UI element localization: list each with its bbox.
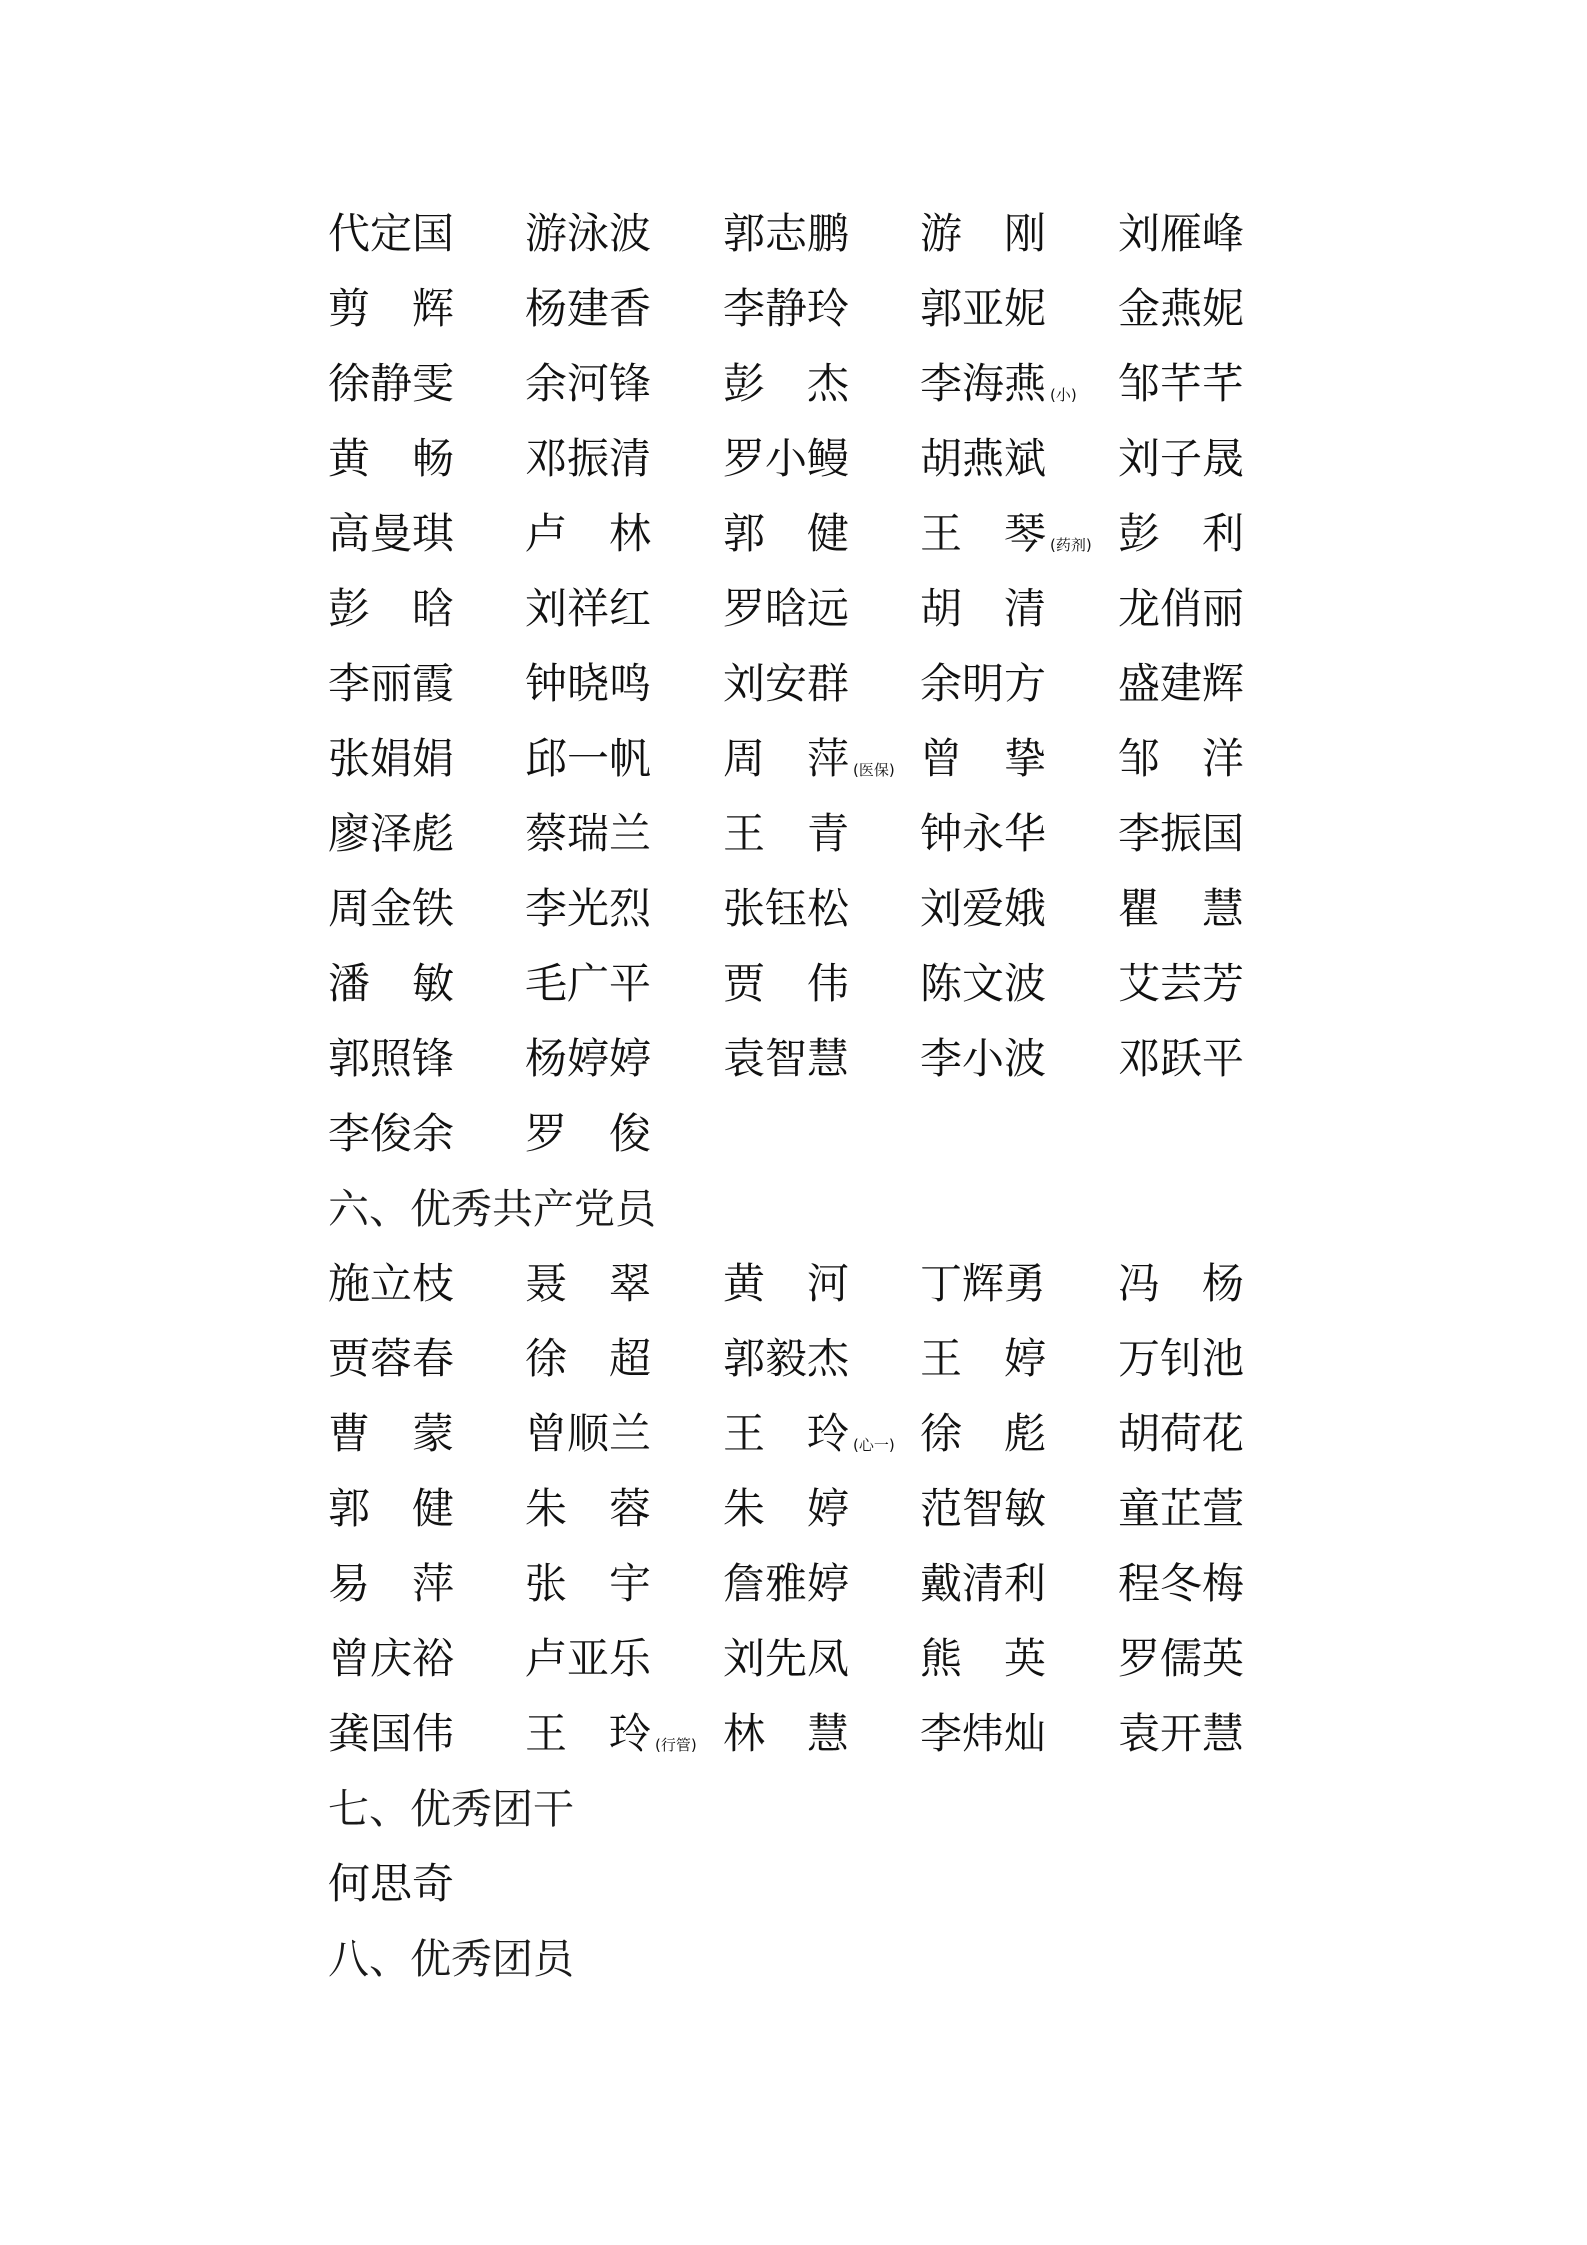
name-row <box>328 1403 1328 1478</box>
person-name: 郭志鹏 <box>723 209 850 258</box>
name-entry <box>525 1478 651 1553</box>
person-name: 童芷萱 <box>1118 1484 1245 1533</box>
name-entry <box>525 1253 651 1328</box>
name-entry <box>328 1028 454 1103</box>
name-entry <box>1118 1403 1244 1478</box>
person-name: 蔡瑞兰 <box>525 809 652 858</box>
person-name: 陈文波 <box>920 959 1047 1008</box>
name-entry <box>723 278 849 353</box>
person-name: 杨婷婷 <box>525 1034 652 1083</box>
name-entry <box>328 1478 454 1553</box>
name-entry <box>1118 203 1244 278</box>
person-name: 聂翠 <box>525 1259 651 1308</box>
name-entry <box>920 1628 1046 1703</box>
name-entry <box>723 428 849 503</box>
name-entry <box>328 203 454 278</box>
name-entry <box>525 1553 651 1628</box>
name-row <box>328 1628 1328 1703</box>
person-name: 瞿慧 <box>1118 884 1244 933</box>
name-entry <box>525 503 651 578</box>
name-entry <box>1118 278 1244 353</box>
person-name: 刘先凤 <box>723 1634 850 1683</box>
name-entry <box>1118 578 1244 653</box>
name-entry <box>525 203 651 278</box>
person-name: 程冬梅 <box>1118 1559 1245 1608</box>
name-entry <box>525 578 651 653</box>
person-name: 曾挚 <box>920 734 1046 783</box>
name-entry <box>1118 728 1244 803</box>
name-entry <box>723 953 849 1028</box>
name-entry <box>525 278 651 353</box>
person-name: 袁开慧 <box>1118 1709 1245 1758</box>
section-heading-excellent-league-cadres: 七、优秀团干 <box>328 1785 574 1833</box>
person-name: 郭毅杰 <box>723 1334 850 1383</box>
person-name: 罗晗远 <box>723 584 850 633</box>
person-name: 龚国伟 <box>328 1709 455 1758</box>
name-entry <box>723 728 895 803</box>
person-name: 邓振清 <box>525 434 652 483</box>
person-name: 胡燕斌 <box>920 434 1047 483</box>
section-heading-excellent-league-members: 八、优秀团员 <box>328 1935 574 1983</box>
name-entry <box>920 578 1046 653</box>
name-entry <box>723 203 849 278</box>
person-name: 艾芸芳 <box>1118 959 1245 1008</box>
name-entry <box>920 428 1046 503</box>
person-name: 游泳波 <box>525 209 652 258</box>
person-name: 曾顺兰 <box>525 1409 652 1458</box>
person-name: 邓跃平 <box>1118 1034 1245 1083</box>
name-entry <box>328 1853 454 1928</box>
name-entry <box>525 878 651 953</box>
section-heading-excellent-party-members: 六、优秀共产党员 <box>328 1185 656 1233</box>
name-entry <box>723 1703 849 1778</box>
name-entry <box>1118 503 1244 578</box>
name-entry <box>723 1028 849 1103</box>
person-name: 李光烈 <box>525 884 652 933</box>
name-entry <box>328 953 454 1028</box>
person-name: 钟永华 <box>920 809 1047 858</box>
name-entry <box>525 1103 651 1178</box>
name-entry <box>1118 1628 1244 1703</box>
name-entry <box>1118 1253 1244 1328</box>
name-entry <box>1118 803 1244 878</box>
person-name: 卢林 <box>525 509 651 558</box>
person-name: 徐超 <box>525 1334 651 1383</box>
name-entry <box>723 1478 849 1553</box>
department-note: (心一) <box>853 1436 895 1454</box>
name-entry <box>525 653 651 728</box>
name-row <box>328 1103 1328 1178</box>
person-name: 潘敏 <box>328 959 454 1008</box>
name-entry <box>920 803 1046 878</box>
name-entry <box>723 1328 849 1403</box>
person-name: 刘子晟 <box>1118 434 1245 483</box>
person-name: 彭利 <box>1118 509 1244 558</box>
person-name: 李海燕 <box>920 359 1047 408</box>
name-entry <box>920 653 1046 728</box>
name-entry <box>723 353 849 428</box>
person-name: 金燕妮 <box>1118 284 1245 333</box>
name-entry <box>328 1103 454 1178</box>
name-row <box>328 1553 1328 1628</box>
person-name: 王琴 <box>920 509 1046 558</box>
person-name: 詹雅婷 <box>723 1559 850 1608</box>
person-name: 杨建香 <box>525 284 652 333</box>
name-entry <box>723 1403 895 1478</box>
name-entry <box>920 503 1092 578</box>
person-name: 王玲 <box>525 1709 651 1758</box>
person-name: 施立枝 <box>328 1259 455 1308</box>
name-entry <box>525 728 651 803</box>
name-entry <box>525 803 651 878</box>
name-entry <box>920 878 1046 953</box>
person-name: 罗俊 <box>525 1109 651 1158</box>
name-row <box>328 1328 1328 1403</box>
person-name: 万钊池 <box>1118 1334 1245 1383</box>
name-entry <box>1118 653 1244 728</box>
name-entry <box>920 203 1046 278</box>
person-name: 袁智慧 <box>723 1034 850 1083</box>
person-name: 张钰松 <box>723 884 850 933</box>
person-name: 林慧 <box>723 1709 849 1758</box>
person-name: 刘祥红 <box>525 584 652 633</box>
person-name: 周金铁 <box>328 884 455 933</box>
person-name: 毛广平 <box>525 959 652 1008</box>
name-entry <box>723 653 849 728</box>
person-name: 邱一帆 <box>525 734 652 783</box>
name-entry <box>328 653 454 728</box>
name-entry <box>723 578 849 653</box>
name-entry <box>525 1328 651 1403</box>
person-name: 代定国 <box>328 209 455 258</box>
name-entry <box>328 1328 454 1403</box>
name-row <box>328 353 1328 428</box>
department-note: (药剂) <box>1050 536 1092 554</box>
person-name: 王婷 <box>920 1334 1046 1383</box>
name-entry <box>328 578 454 653</box>
person-name: 易萍 <box>328 1559 454 1608</box>
name-entry <box>525 953 651 1028</box>
name-list-excellent-league-cadres <box>328 1853 1328 1928</box>
name-entry <box>328 278 454 353</box>
name-entry <box>328 1628 454 1703</box>
name-entry <box>1118 1553 1244 1628</box>
person-name: 李俊余 <box>328 1109 455 1158</box>
name-entry <box>723 1553 849 1628</box>
person-name: 贾蓉春 <box>328 1334 455 1383</box>
person-name: 卢亚乐 <box>525 1634 652 1683</box>
name-entry <box>1118 353 1244 428</box>
person-name: 熊英 <box>920 1634 1046 1683</box>
person-name: 刘爱娥 <box>920 884 1047 933</box>
person-name: 邹洋 <box>1118 734 1244 783</box>
person-name: 胡清 <box>920 584 1046 633</box>
person-name: 彭杰 <box>723 359 849 408</box>
department-note: (小) <box>1050 386 1077 404</box>
person-name: 黄河 <box>723 1259 849 1308</box>
person-name: 罗儒英 <box>1118 1634 1245 1683</box>
name-entry <box>920 728 1046 803</box>
name-entry <box>328 1553 454 1628</box>
person-name: 罗小鳗 <box>723 434 850 483</box>
person-name: 黄畅 <box>328 434 454 483</box>
name-entry <box>328 1703 454 1778</box>
name-entry <box>525 1703 697 1778</box>
name-entry <box>525 1628 651 1703</box>
name-entry <box>328 878 454 953</box>
person-name: 徐静雯 <box>328 359 455 408</box>
name-entry <box>920 1553 1046 1628</box>
name-entry <box>328 1253 454 1328</box>
name-row <box>328 578 1328 653</box>
name-row <box>328 503 1328 578</box>
person-name: 冯杨 <box>1118 1259 1244 1308</box>
person-name: 曹蒙 <box>328 1409 454 1458</box>
name-entry <box>328 428 454 503</box>
name-row <box>328 1253 1328 1328</box>
name-entry <box>920 953 1046 1028</box>
person-name: 周萍 <box>723 734 849 783</box>
person-name: 龙俏丽 <box>1118 584 1245 633</box>
name-row <box>328 878 1328 953</box>
name-entry <box>525 1028 651 1103</box>
name-list-excellent-party-members <box>328 1253 1328 1778</box>
name-entry <box>328 1403 454 1478</box>
name-entry <box>1118 1478 1244 1553</box>
person-name: 李丽霞 <box>328 659 455 708</box>
name-entry <box>1118 1328 1244 1403</box>
person-name: 郭健 <box>723 509 849 558</box>
person-name: 刘雁峰 <box>1118 209 1245 258</box>
department-note: (医保) <box>853 761 895 779</box>
person-name: 李炜灿 <box>920 1709 1047 1758</box>
person-name: 李小波 <box>920 1034 1047 1083</box>
name-row <box>328 953 1328 1028</box>
person-name: 胡荷花 <box>1118 1409 1245 1458</box>
document-page <box>328 203 1328 2003</box>
person-name: 朱婷 <box>723 1484 849 1533</box>
person-name: 贾伟 <box>723 959 849 1008</box>
person-name: 剪辉 <box>328 284 454 333</box>
person-name: 钟晓鸣 <box>525 659 652 708</box>
name-entry <box>525 1403 651 1478</box>
person-name: 徐彪 <box>920 1409 1046 1458</box>
person-name: 朱蓉 <box>525 1484 651 1533</box>
name-entry <box>328 728 454 803</box>
person-name: 游刚 <box>920 209 1046 258</box>
name-row <box>328 278 1328 353</box>
name-entry <box>920 1328 1046 1403</box>
name-entry <box>920 1703 1046 1778</box>
name-row <box>328 1703 1328 1778</box>
person-name: 范智敏 <box>920 1484 1047 1533</box>
name-entry <box>723 1628 849 1703</box>
name-entry <box>525 428 651 503</box>
name-row <box>328 1028 1328 1103</box>
name-entry <box>920 1253 1046 1328</box>
person-name: 郭健 <box>328 1484 454 1533</box>
name-row <box>328 1853 1328 1928</box>
person-name: 李振国 <box>1118 809 1245 858</box>
name-entry <box>920 1028 1046 1103</box>
person-name: 曾庆裕 <box>328 1634 455 1683</box>
name-entry <box>328 503 454 578</box>
name-entry <box>328 803 454 878</box>
person-name: 张娟娟 <box>328 734 455 783</box>
name-entry <box>723 803 849 878</box>
name-entry <box>723 1253 849 1328</box>
name-entry <box>723 503 849 578</box>
person-name: 刘安群 <box>723 659 850 708</box>
name-entry <box>920 1403 1046 1478</box>
name-row <box>328 803 1328 878</box>
name-entry <box>525 353 651 428</box>
person-name: 郭亚妮 <box>920 284 1047 333</box>
name-entry <box>1118 953 1244 1028</box>
person-name: 王玲 <box>723 1409 849 1458</box>
name-entry <box>920 1478 1046 1553</box>
person-name: 戴清利 <box>920 1559 1047 1608</box>
name-entry <box>1118 878 1244 953</box>
name-entry <box>1118 1028 1244 1103</box>
person-name: 余明方 <box>920 659 1047 708</box>
person-name: 王青 <box>723 809 849 858</box>
person-name: 余河锋 <box>525 359 652 408</box>
name-entry <box>1118 1703 1244 1778</box>
person-name: 李静玲 <box>723 284 850 333</box>
name-row <box>328 728 1328 803</box>
name-entry <box>328 353 454 428</box>
name-entry <box>723 878 849 953</box>
person-name: 高曼琪 <box>328 509 455 558</box>
department-note: (行管) <box>655 1736 697 1754</box>
name-row <box>328 203 1328 278</box>
name-list-continued <box>328 203 1328 1178</box>
name-row <box>328 653 1328 728</box>
person-name: 彭晗 <box>328 584 454 633</box>
person-name: 何思奇 <box>328 1859 455 1908</box>
person-name: 郭照锋 <box>328 1034 455 1083</box>
name-row <box>328 1478 1328 1553</box>
person-name: 廖泽彪 <box>328 809 455 858</box>
name-row <box>328 428 1328 503</box>
person-name: 盛建辉 <box>1118 659 1245 708</box>
person-name: 张宇 <box>525 1559 651 1608</box>
name-entry <box>1118 428 1244 503</box>
person-name: 邹芊芊 <box>1118 359 1245 408</box>
name-entry <box>920 278 1046 353</box>
person-name: 丁辉勇 <box>920 1259 1047 1308</box>
name-entry <box>920 353 1077 428</box>
